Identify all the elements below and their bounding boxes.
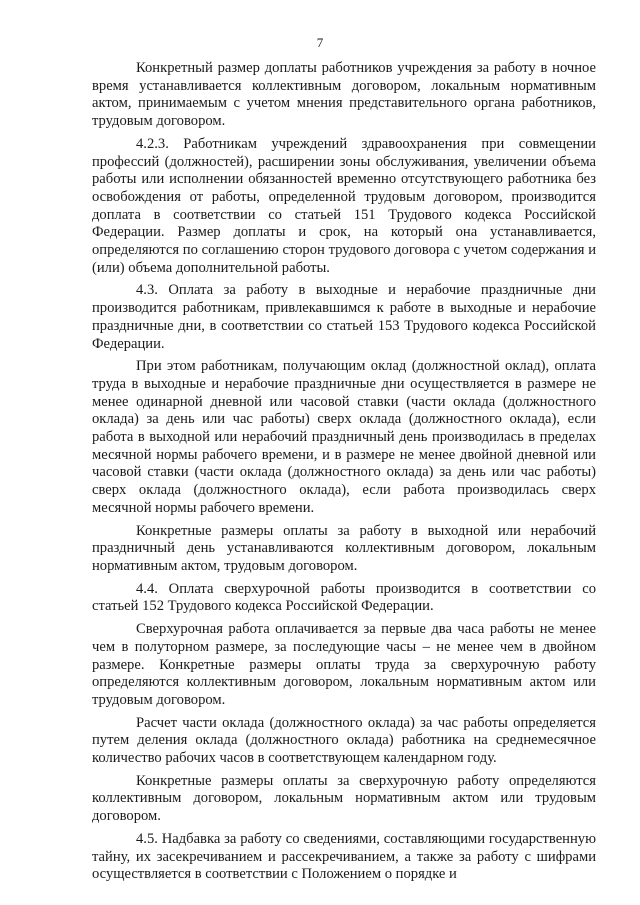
page-number: 7: [316, 35, 324, 50]
paragraph-holiday-pay-amounts: Конкретные размеры оплаты за работу в выходной или нерабочий праздничный день устанавливаются коллективным договором, локальным нормативным актом, трудовым договором.: [92, 522, 596, 574]
paragraph-hourly-calculation: Расчет части оклада (должностного оклада) за час работы определяется путем деления оклада (должностного оклада) работника на среднемесячное количество рабочих часов в соответствующем календарном году.: [92, 714, 596, 767]
paragraph-4-3: 4.3. Оплата за работу в выходные и нерабочие праздничные дни производится работникам, привлекавшимся к работе в выходные и нерабочие праздничные дни, в соответствии со статьей 153 Трудового кодекса Российской Федерации.: [92, 282, 596, 352]
paragraph-overtime-amounts: Конкретные размеры оплаты за сверхурочную работу определяются коллективным договором, локальным нормативным актом или трудовым договором.: [92, 772, 596, 825]
paragraph-4-2-3: 4.2.3. Работникам учреждений здравоохранения при совмещении профессий (должностей), расширении зоны обслуживания, увеличении объема работы или исполнении обязанностей временно отсутствующего работника без освобождения от работы, определенной трудовым договором, производится доплата в соответствии со статьей 151 Трудового кодекса Российской Федерации. Размер доплаты и срок, на который она устанавливается, определяются по соглашению сторон трудового договора с учетом содержания и (или) объема дополнительной работы.: [92, 135, 596, 276]
paragraph-4-5: 4.5. Надбавка за работу со сведениями, составляющими государственную тайну, их засекречиванием и рассекречиванием, а также за работу с шифрами осуществляется в соответствии с Положением о порядке и: [92, 830, 596, 883]
paragraph-holiday-pay-details: При этом работникам, получающим оклад (должностной оклад), оплата труда в выходные и нерабочие праздничные дни осуществляется в размере не менее одинарной дневной или часовой ставки (части оклада (должностного оклада) за день или час работы) сверх оклада (должностного оклада), если работа в выходной или нерабочий праздничный день производилась в пределах месячной нормы рабочего времени, и в размере не менее двойной дневной или часовой ставки (части оклада (должностного оклада) за день или час работы) сверх оклада (должностного оклада), если работа производилась сверх месячной нормы рабочего времени.: [92, 358, 596, 516]
paragraph-overtime-rates: Сверхурочная работа оплачивается за первые два часа работы не менее чем в полуторном размере, за последующие часы – не менее чем в двойном размере. Конкретные размеры оплаты труда за сверхурочную работу определяются коллективным договором, локальным нормативным актом или трудовым договором.: [92, 621, 596, 708]
paragraph-4-4: 4.4. Оплата сверхурочной работы производится в соответствии со статьей 152 Трудового кодекса Российской Федерации.: [92, 580, 596, 615]
paragraph-night-work-payment: Конкретный размер доплаты работников учреждения за работу в ночное время устанавливается коллективным договором, локальным нормативным актом, принимаемым с учетом мнения представительного органа работников, трудовым договором.: [92, 60, 596, 130]
document-body: [92, 60, 596, 889]
